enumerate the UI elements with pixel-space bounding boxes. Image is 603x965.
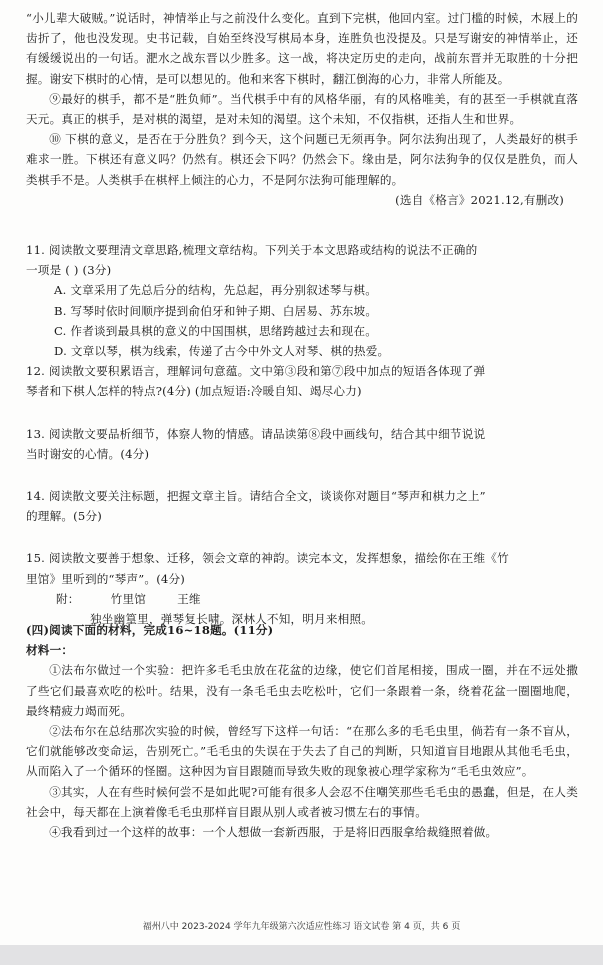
material-paragraph-2: ②法布尔在总结那次实验的时候，曾经写下这样一句话：“在那么多的毛毛虫里，倘若有一条不盲从，它们就能够改变命运，告别死亡。”毛毛虫的失误在于失去了自己的判断，只知道盲目地跟从其他毛毛虫，从而陷入了一个循环的怪圈。这种因为盲目跟随而导致失败的现象被心理学家称为“毛毛虫效应”。	[26, 724, 578, 779]
q15-stem-1: 15. 阅读散文要善于想象、迁移，领会文章的神韵。读完本文，发挥想象，描绘你在王维《竹	[26, 551, 509, 566]
paragraph-9: ⑨最好的棋手，都不是“胜负师”。当代棋手中有的风格华丽，有的风格唯美，有的甚至一手棋就直落天元。真正的棋手，是对棋的渴望，是对未知的渴望。这个未知，不仅指棋，还指人生和世界。	[26, 91, 578, 127]
q11-stem-1: 11. 阅读散文要理清文章思路,梳理文章结构。下列关于本文思路或结构的说法不正确的	[26, 243, 478, 257]
q11-option-b: B. 写琴时依时间顺序提到俞伯牙和钟子期、白居易、苏东坡。	[54, 303, 378, 318]
q14-stem-1: 14. 阅读散文要关注标题，把握文章主旨。请结合全文，谈谈你对题目“琴声和棋力之上”	[26, 489, 486, 504]
viewer-bottom-bar	[0, 945, 603, 965]
reading-passage-end	[26, 8, 578, 210]
poem-body: 独坐幽篁里，弹琴复长啸。深林人不知，明月来相照。	[90, 612, 374, 627]
questions-block	[26, 240, 578, 629]
section-heading: (四)阅读下面的材料，完成16~18题。(11分)	[26, 623, 274, 637]
q13-stem-1: 13. 阅读散文要品析细节，体察人物的情感。请品读第⑧段中画线句，结合其中细节说说	[26, 426, 486, 441]
material-label: 材料一：	[26, 643, 74, 658]
q11-option-d: D. 文章以琴，棋为线索，传递了古今中外文人对琴、棋的热爱。	[54, 344, 390, 359]
paragraph-8-cont: “小儿辈大破贼。”说话时，神情举止与之前没什么变化。直到下完棋，他回内室。过门槛的时候，木屐上的齿折了，他也没发现。史书记载，自始至终没写棋局本身，连胜负也没提及。只是写谢安的神情举止，还有缓缓说出的一句话。淝水之战东晋以少胜多。这一战，将决定历史的走向，战前东晋并无取胜的十分把握。谢安下棋时的心情，是可以想见的。他和来客下棋时，翻江倒海的心力，非常人所能及。	[26, 11, 578, 86]
material-paragraph-3: ③其实，人在有些时候何尝不是如此呢?可能有很多人会忍不住嘲笑那些毛毛虫的愚蠢，但是，在人类社会中，每天都在上演着像毛毛虫那样盲目跟从别人或者被习惯左右的事情。	[26, 784, 578, 819]
section-four	[26, 620, 578, 842]
q15-stem-2: 里馆》里听到的“琴声”。(4分)	[26, 571, 186, 586]
q13-stem-2: 当时谢安的心情。(4分)	[26, 446, 150, 461]
material-paragraph-1: ①法布尔做过一个实验：把许多毛毛虫放在花盆的边缘，使它们首尾相接，围成一圈，并在不远处撒了些它们最喜欢吃的松叶。结果，没有一条毛毛虫去吃松叶，它们一条跟着一条，绕着花盆一圈圈地爬，最终精疲力竭而死。	[26, 663, 578, 718]
q12-stem-2: 琴者和下棋人怎样的特点?(4分) (加点短语:冷暖自知、竭尽心力)	[26, 384, 362, 399]
q11-option-c: C. 作者谈到最具棋的意义的中国围棋，思绪跨越过去和现在。	[54, 323, 378, 338]
paragraph-10: ⑩ 下棋的意义，是否在于分胜负？到今天，这个问题已无须再争。阿尔法狗出现了，人类最好的棋手难求一胜。下棋还有意义吗？仍然有。棋还会下吗？仍然会下。缘由是，阿尔法狗争的仅仅是胜负，而人类棋手不是。人类棋手在棋枰上倾注的心力，不是阿尔法狗可能理解的。	[26, 132, 578, 187]
q11-option-a: A. 文章采用了先总后分的结构，先总起，再分别叙述琴与棋。	[54, 283, 377, 298]
q14-stem-2: 的理解。(5分)	[26, 509, 102, 524]
material-paragraph-4: ④我看到过一个这样的故事：一个人想做一套新西服，于是将旧西服拿给裁缝照着做。	[49, 825, 498, 840]
poem-title: 附： 竹里馆 王维	[56, 591, 201, 606]
q12-stem-1: 12. 阅读散文要积累语言，理解词句意蕴。文中第③段和第⑦段中加点的短语各体现了弹	[26, 364, 486, 379]
page-footer: 福州八中 2023-2024 学年九年级第六次适应性练习 语文试卷 第 4 页，共 6 页	[142, 922, 461, 932]
q11-stem-2: 一项是 ( ) (3分)	[26, 263, 112, 278]
source-note: (选自《格言》2021.12,有删改)	[395, 192, 564, 207]
